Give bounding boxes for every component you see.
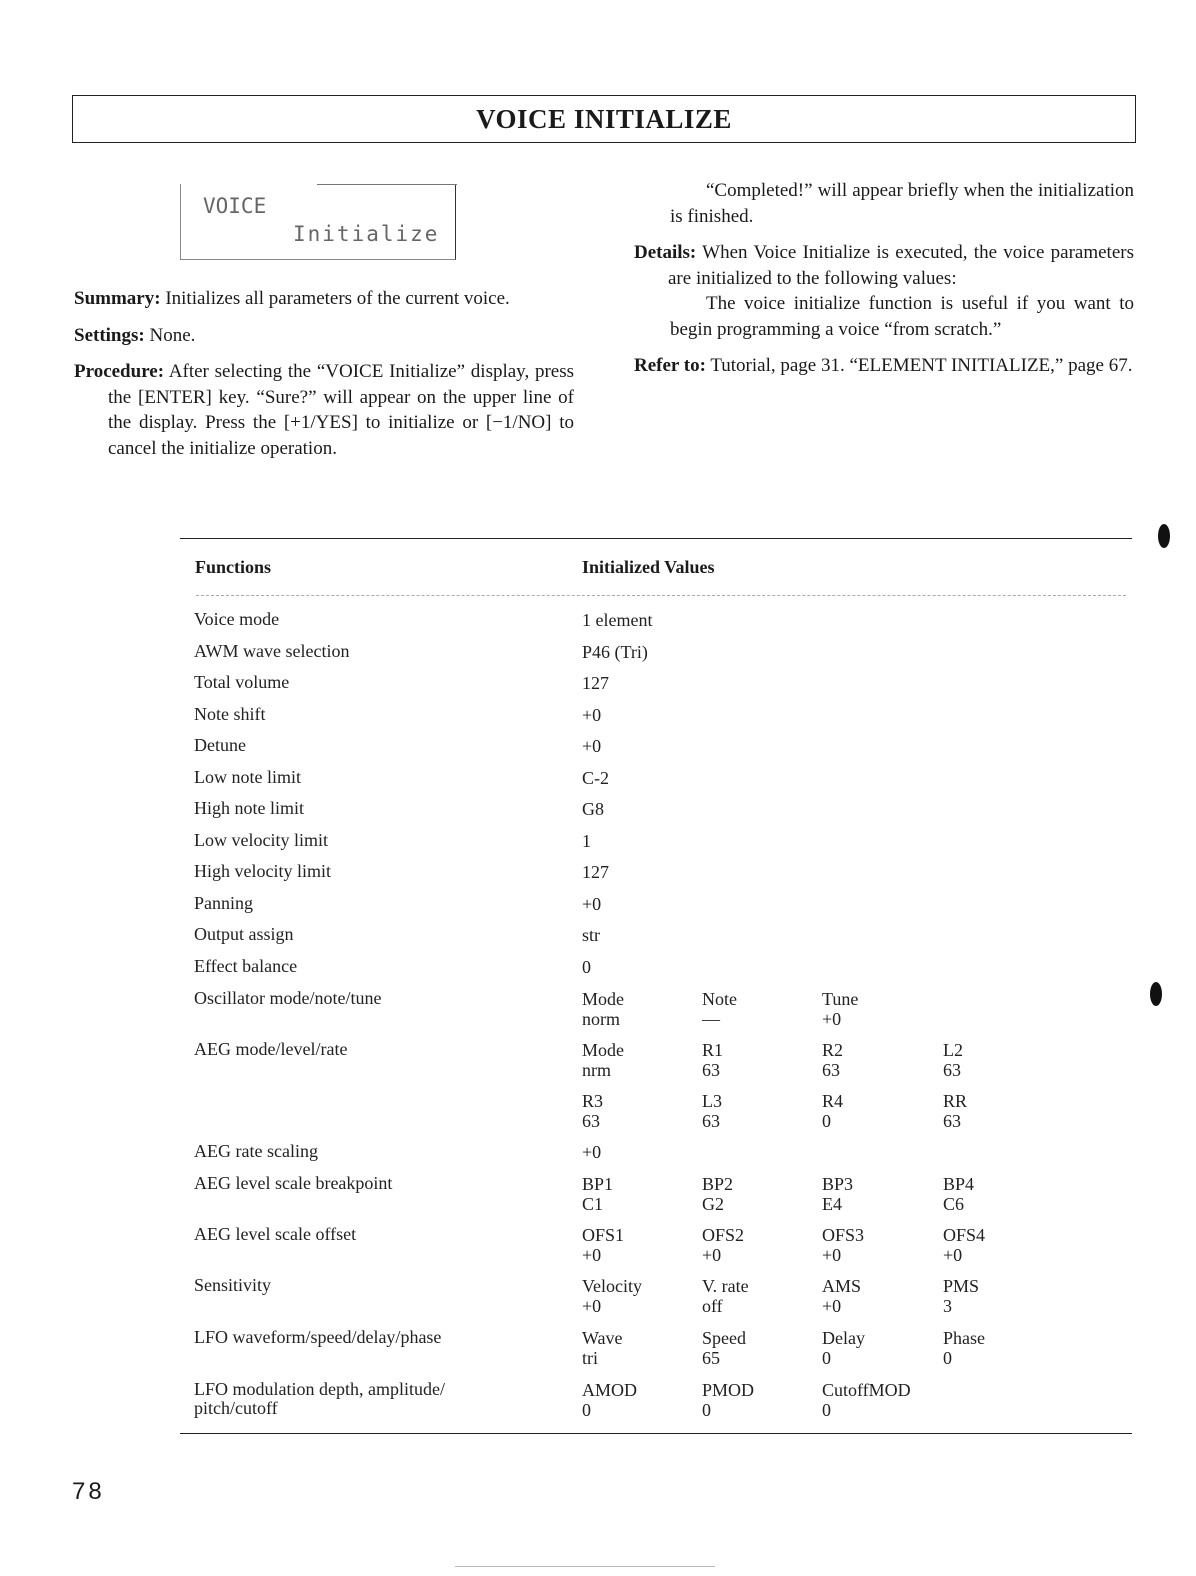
title-box (72, 95, 1136, 143)
lfomod-v-2: 0 (702, 1400, 711, 1420)
table-row-function: Low velocity limit (194, 830, 328, 850)
bp-v-3: E4 (822, 1194, 842, 1214)
osc-h-tune: Tune (822, 989, 859, 1009)
table-row-value: 1 element (582, 610, 653, 630)
fn-aeg: AEG mode/level/rate (194, 1039, 348, 1059)
lfo-h-3: Delay (822, 1328, 865, 1348)
summary-paragraph (74, 286, 574, 312)
bp-h-4: BP4 (943, 1174, 975, 1194)
aeg-v1-1: nrm (582, 1060, 611, 1080)
table-row-value: P46 (Tri) (582, 642, 648, 662)
details-label: Details: (634, 242, 697, 263)
sens-h-2: V. rate (702, 1276, 749, 1296)
lcd-top-line (317, 184, 457, 185)
ofs-v-2: +0 (702, 1245, 722, 1265)
fn-sensitivity: Sensitivity (194, 1275, 272, 1295)
ofs-h-4: OFS4 (943, 1225, 986, 1245)
procedure-label: Procedure: (74, 361, 165, 382)
aeg-v1-3: 63 (822, 1060, 840, 1080)
lfomod-v-1: 0 (582, 1400, 591, 1420)
fn-lfo-mod-2: pitch/cutoff (194, 1398, 278, 1418)
sens-v-4: 3 (943, 1296, 952, 1316)
table-header-functions: Functions (195, 557, 272, 577)
table-row-value: C-2 (582, 768, 609, 788)
table-row-function: Total volume (194, 672, 290, 692)
page-number: 78 (72, 1478, 105, 1505)
refer-label: Refer to: (634, 355, 706, 376)
aeg-h2-1: R3 (582, 1091, 604, 1111)
table-row-value: 127 (582, 862, 609, 882)
osc-h-note: Note (702, 989, 737, 1009)
lfomod-h-2: PMOD (702, 1380, 755, 1400)
sens-h-3: AMS (822, 1276, 862, 1296)
lfomod-h-3: CutoffMOD (822, 1380, 911, 1400)
table-row-function: High velocity limit (194, 861, 331, 881)
table-row-value: +0 (582, 736, 602, 756)
summary-label: Summary: (74, 288, 161, 309)
aeg-v1-4: 63 (943, 1060, 961, 1080)
bp-h-3: BP3 (822, 1174, 854, 1194)
table-row-value: 127 (582, 673, 609, 693)
osc-v-mode: norm (582, 1009, 620, 1029)
sens-v-2: off (702, 1296, 723, 1316)
aeg-rate-scaling-value: +0 (582, 1142, 602, 1162)
details-paragraph-2: The voice initialize function is useful if you want to begin programming a voice “from scratch.” (670, 293, 1134, 340)
table-header-values: Initialized Values (582, 557, 715, 577)
bp-v-1: C1 (582, 1194, 604, 1214)
margin-bullet-bottom (1150, 982, 1162, 1006)
page-title: VOICE INITIALIZE (476, 103, 732, 134)
ofs-v-3: +0 (822, 1245, 842, 1265)
table-row-value: str (582, 925, 600, 945)
lfo-v-3: 0 (822, 1348, 831, 1368)
fn-aeg-rate-scaling: AEG rate scaling (194, 1141, 318, 1161)
ofs-h-3: OFS3 (822, 1225, 865, 1245)
fn-offset: AEG level scale offset (194, 1224, 357, 1244)
sens-v-3: +0 (822, 1296, 842, 1316)
table-row-function: High note limit (194, 798, 304, 818)
aeg-h2-2: L3 (702, 1091, 722, 1111)
table-row-function: Effect balance (194, 956, 298, 976)
ofs-v-1: +0 (582, 1245, 602, 1265)
osc-h-mode: Mode (582, 989, 624, 1009)
bp-h-1: BP1 (582, 1174, 614, 1194)
ofs-h-2: OFS2 (702, 1225, 745, 1245)
table-row-value: 0 (582, 957, 591, 977)
lfo-h-2: Speed (702, 1328, 746, 1348)
bp-v-2: G2 (702, 1194, 724, 1214)
procedure-text: After selecting the “VOICE Initialize” display, press the [ENTER] key. “Sure?” will appear on the upper line of the display. Press the [+1/YES] to initialize or [−1/NO] to cancel the initialize operation. (108, 361, 575, 459)
ofs-v-4: +0 (943, 1245, 963, 1265)
sens-h-4: PMS (943, 1276, 980, 1296)
table-row-function: AWM wave selection (194, 641, 350, 661)
table-row-function: Detune (194, 735, 246, 755)
table-row-function: Note shift (194, 704, 266, 724)
table-top-rule (180, 538, 1132, 539)
settings-text: None. (149, 324, 196, 346)
table-header-rule (196, 595, 1126, 596)
aeg-h2-3: R4 (822, 1091, 844, 1111)
table-row-function: Output assign (194, 924, 294, 944)
lfo-h-1: Wave (582, 1328, 623, 1348)
completed-paragraph: “Completed!” will appear briefly when the initialization is finished. (670, 180, 1134, 227)
fn-breakpoint: AEG level scale breakpoint (194, 1173, 393, 1193)
lcd-line-1: VOICE (203, 194, 267, 218)
refer-text: Tutorial, page 31. “ELEMENT INITIALIZE,” page 67. (710, 355, 1133, 376)
lfo-v-2: 65 (702, 1348, 720, 1368)
margin-bullet-top (1158, 524, 1170, 548)
fn-lfo-mod-1: LFO modulation depth, amplitude/ (194, 1379, 445, 1399)
details-paragraph (634, 240, 1134, 291)
table-row-value: G8 (582, 799, 604, 819)
details-text: When Voice Initialize is executed, the voice parameters are initialized to the following values: (668, 242, 1134, 289)
left-column (74, 286, 574, 472)
table-row-value: +0 (582, 894, 602, 914)
osc-v-tune: +0 (822, 1009, 842, 1029)
aeg-h2-4: RR (943, 1091, 968, 1111)
sens-v-1: +0 (582, 1296, 602, 1316)
aeg-h1-1: Mode (582, 1040, 624, 1060)
lcd-line-2: Initialize (293, 222, 440, 246)
right-column (634, 178, 1134, 390)
table-row-function: Voice mode (194, 609, 280, 629)
aeg-v2-3: 0 (822, 1111, 831, 1131)
table-row-value: +0 (582, 705, 602, 725)
bp-v-4: C6 (943, 1194, 965, 1214)
lfomod-v-3: 0 (822, 1400, 831, 1420)
aeg-v2-1: 63 (582, 1111, 600, 1131)
ofs-h-1: OFS1 (582, 1225, 625, 1245)
aeg-v2-2: 63 (702, 1111, 720, 1131)
footer-rule (455, 1566, 715, 1567)
summary-text: Initializes all parameters of the current voice. (165, 288, 510, 309)
table-bottom-rule (180, 1433, 1132, 1434)
osc-v-note: — (702, 1009, 720, 1029)
settings-paragraph (74, 323, 574, 349)
lfomod-h-1: AMOD (582, 1380, 638, 1400)
sens-h-1: Velocity (582, 1276, 642, 1296)
lfo-v-1: tri (582, 1348, 598, 1368)
lcd-display (180, 184, 456, 260)
refer-paragraph (634, 353, 1134, 379)
aeg-v1-2: 63 (702, 1060, 720, 1080)
aeg-h1-4: L2 (943, 1040, 963, 1060)
table-row-function: Panning (194, 893, 254, 913)
table-row-value: 1 (582, 831, 591, 851)
table-row-function: Low note limit (194, 767, 301, 787)
bp-h-2: BP2 (702, 1174, 734, 1194)
settings-label: Settings: (74, 324, 145, 346)
aeg-h1-3: R2 (822, 1040, 844, 1060)
fn-lfo: LFO waveform/speed/delay/phase (194, 1327, 442, 1347)
aeg-h1-2: R1 (702, 1040, 724, 1060)
aeg-v2-4: 63 (943, 1111, 961, 1131)
lfo-h-4: Phase (943, 1328, 985, 1348)
fn-oscillator: Oscillator mode/note/tune (194, 988, 382, 1008)
procedure-paragraph (74, 359, 574, 461)
lfo-v-4: 0 (943, 1348, 952, 1368)
